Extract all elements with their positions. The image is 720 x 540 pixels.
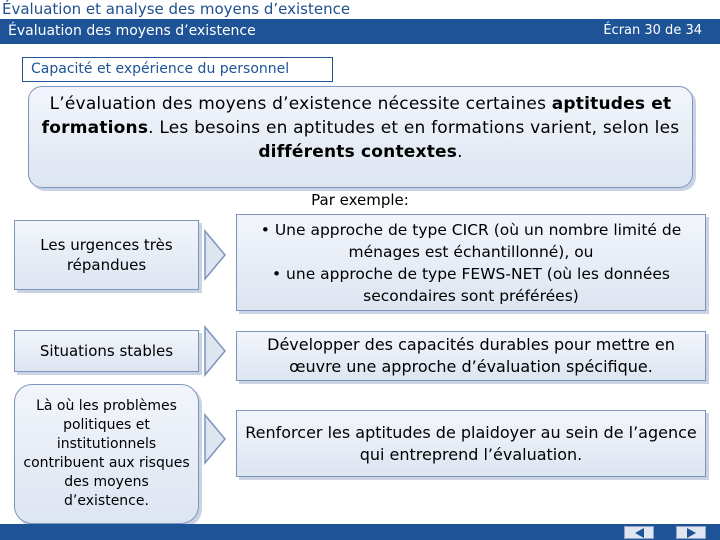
case-label-stable-situations: Situations stables [14, 330, 199, 372]
intro-text-2: . Les besoins en aptitudes et en formations varient, selon les [148, 118, 680, 138]
header-bar [0, 19, 720, 44]
lesson-title: Évaluation des moyens d’existence [8, 23, 256, 39]
intro-text-3: . [457, 142, 463, 162]
intro-text-1: L’évaluation des moyens d’existence nécessite certaines [49, 94, 552, 114]
triangle-left-icon [635, 528, 644, 538]
approach-line-cicr: • Une approche de type CICR (où un nombre limité de ménages est échantillonné), ou [260, 220, 682, 261]
intro-bold-contexts: différents contextes [258, 142, 458, 162]
arrow-right-icon [203, 229, 227, 281]
section-title: Capacité et expérience du personnel [22, 57, 333, 82]
intro-panel [28, 86, 693, 188]
screen-counter: Écran 30 de 34 [603, 23, 702, 38]
app-title: Évaluation et analyse des moyens d’existence [0, 0, 720, 19]
case-approach-widespread-emergencies [236, 214, 706, 311]
arrow-right-icon [203, 325, 227, 377]
case-label-political-problems: Là où les problèmes politiques et institutionnels contribuent aux risques des moyens d’existence. [14, 384, 199, 524]
intro-bold-skills: aptitudes et formations [41, 94, 672, 138]
approach-line-fewsnet: • une approche de type FEWS-NET (où les données secondaires sont préférées) [271, 264, 671, 305]
arrow-right-icon [203, 413, 227, 465]
case-approach-political-problems: Renforcer les aptitudes de plaidoyer au sein de l’agence qui entreprend l’évaluation. [236, 410, 706, 477]
triangle-right-icon [687, 528, 696, 538]
case-approach-stable-situations: Développer des capacités durables pour mettre en œuvre une approche d’évaluation spécifique. [236, 331, 706, 381]
footer-bar [0, 524, 720, 540]
case-label-widespread-emergencies: Les urgences très répandues [14, 220, 199, 290]
next-screen-button[interactable] [676, 526, 706, 539]
previous-screen-button[interactable] [624, 526, 654, 539]
examples-heading: Par exemple: [311, 191, 409, 209]
